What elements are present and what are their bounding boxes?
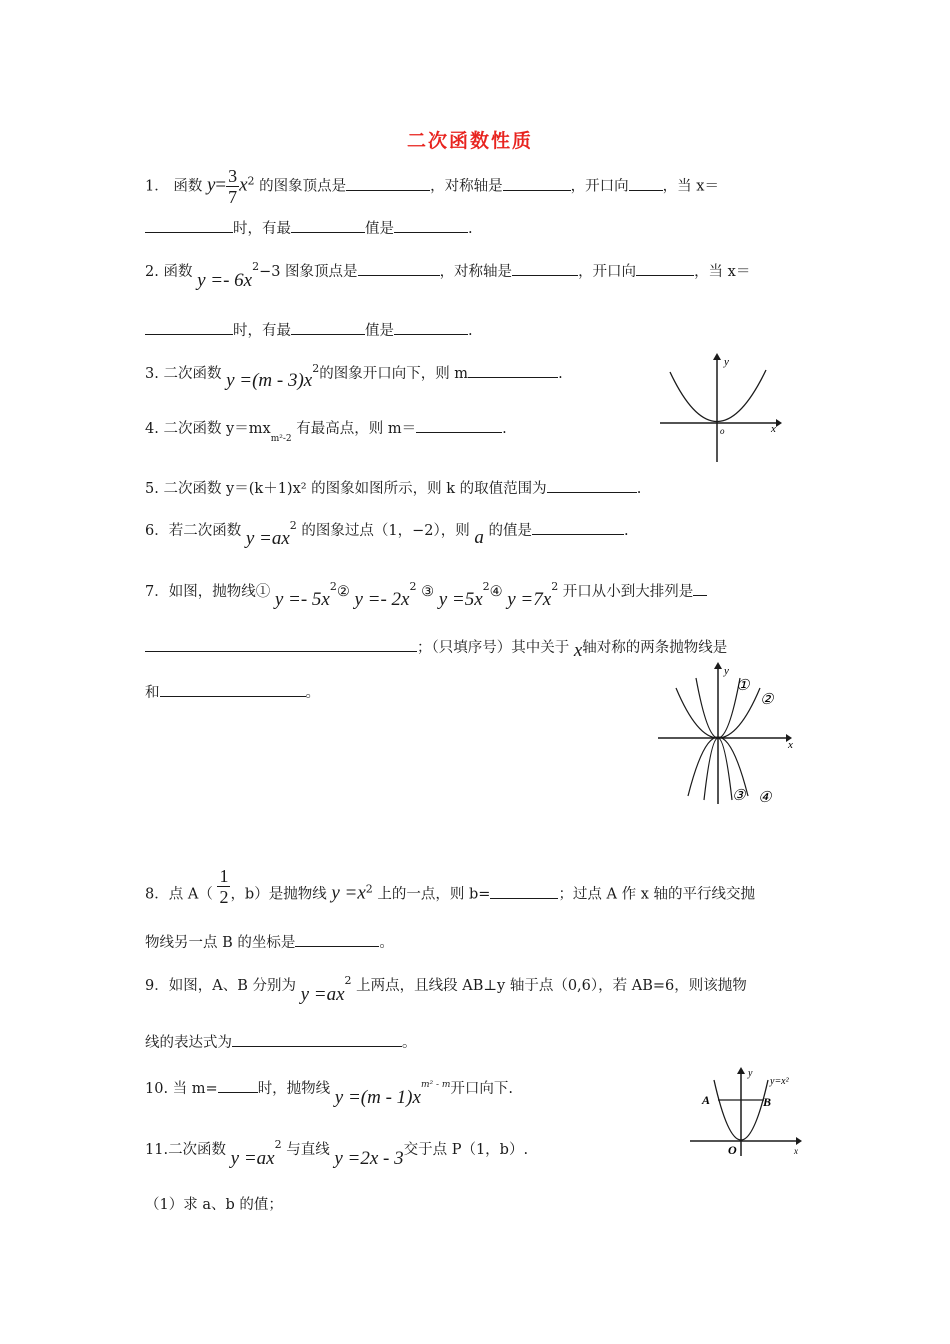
fig2-x-label: x [788,739,793,751]
q1-text-b: 的图象顶点是 [259,178,347,195]
q1-frac-num: 3 [228,166,238,186]
q3-formula: y =(m - 3)x [226,369,313,391]
question-7-line-3 [145,684,320,702]
q11-number: 11. [145,1141,169,1158]
q2-text-e: ，当 x＝ [694,263,751,280]
q1-blank-value[interactable] [394,220,468,233]
q6-number: 6． [145,522,169,539]
q2-text-f: 时，有最 [233,323,291,339]
q10-formula: y =(m - 1)x [334,1086,421,1108]
q2-exp: 2 [252,260,260,273]
fig3-point-b: B [763,1095,772,1109]
fig1-y-arrow [713,353,721,360]
q2-text-g: 值是 [365,323,394,339]
q7-blank-symmetric[interactable] [160,684,306,697]
figure-parabola-upward [658,352,783,464]
fig1-x-label: x [771,423,776,435]
q11-text-a: 二次函数 [168,1141,227,1158]
q8-blank-b-coord[interactable] [295,934,379,947]
q9-formula: y =ax [300,983,345,1005]
q2-text-d: ，开口向 [578,263,637,280]
q2-blank-vertex[interactable] [358,263,440,276]
q1-formula-eq: = [215,174,227,196]
q4-exp: m²-2 [270,434,292,444]
fig1-y-label: y [724,356,729,368]
q1-frac-den: 7 [228,187,238,207]
q9-text-a: 如图，A、B 分别为 [168,977,296,994]
question-11 [145,1136,529,1169]
question-5 [145,480,641,498]
q2-tail: −3 图象顶点是 [259,263,358,280]
q11-exp: 2 [274,1138,282,1151]
fig3-origin: O [728,1143,737,1157]
q9-text-d: 。 [402,1035,417,1051]
fig3-point-a: A [702,1093,711,1107]
fig1-parabola [670,370,766,422]
fig2-y-arrow [714,662,722,669]
question-8-line-1 [145,866,756,915]
q3-text-c: . [558,365,563,382]
fig3-curve-label: y=x² [770,1076,789,1087]
q1-text-c: ，对称轴是 [430,178,503,195]
question-7-line-1 [145,578,707,610]
q2-blank-axis[interactable] [512,263,578,276]
q7-formula-4: y =7x [507,588,552,610]
q6-blank[interactable] [532,522,624,535]
fig3-y-arrow [737,1067,745,1074]
q8-text-e: 物线另一点 B 的坐标是 [145,935,296,951]
question-1-line-2 [145,220,473,238]
fig2-label-3: ③ [732,788,746,804]
fig2-label-2: ② [760,692,774,708]
question-7-line-2 [145,638,728,661]
q6-formula: y =ax [245,527,290,549]
q7-text-a: 如图，抛物线① [168,583,271,600]
q1-blank-direction[interactable] [629,178,663,191]
q5-number: 5. [145,481,159,497]
q10-exp: m² - m [420,1080,451,1090]
q8-number: 8． [145,886,169,903]
q2-text-h: . [468,323,473,339]
q2-blank-extreme[interactable] [291,322,365,335]
q1-fraction [226,166,239,207]
q5-blank[interactable] [547,480,637,493]
q4-text-b: 有最高点，则 m＝ [296,421,417,437]
question-4 [145,420,507,444]
q7-blank-order-start[interactable] [693,583,707,596]
q1-formula-x: x [239,174,248,196]
q2-text-a: 函数 [163,263,193,280]
q7-text-d: 轴对称的两条抛物线是 [582,640,728,656]
question-3 [145,360,563,391]
q8-frac-den: 2 [219,887,229,907]
q10-text-b: 时，抛物线 [257,1080,331,1097]
q4-number: 4. [145,421,159,437]
q1-text-d: ，开口向 [570,178,629,195]
q7-var-x: x [573,640,583,661]
q8-text-a: 点 A（ [168,886,213,903]
question-6 [145,517,629,549]
question-8-line-2 [145,934,394,952]
q10-blank[interactable] [218,1080,258,1093]
q9-exp: 2 [344,974,352,987]
fig3-y-label: y [748,1068,753,1079]
q7-circle-2: ② [336,583,350,600]
q7-blank-order[interactable] [145,639,417,652]
q1-blank-extreme[interactable] [291,220,365,233]
question-9-line-1 [145,972,747,1005]
q8-text-c: 上的一点，则 b= [377,886,491,903]
q9-text-c: 线的表达式为 [145,1035,232,1051]
q2-text-c: ，对称轴是 [439,263,513,280]
fig1-x-arrow [776,419,782,427]
q1-blank-axis[interactable] [503,178,571,191]
q10-text-a: 当 m= [172,1080,218,1097]
figure-parabola-ab [688,1066,803,1158]
q7-formula-2: y =- 2x [354,588,410,610]
q1-exp: 2 [247,174,255,188]
q8-text-d: ；过点 A 作 x 轴的平行线交抛 [558,886,756,903]
q6-text-b: 的图象过点（1，−2），则 [301,522,470,539]
q1-text-e: ，当 x＝ [662,178,719,195]
q7-circle-3: ③ [421,583,435,600]
q3-number: 3. [145,365,159,382]
q3-exp: 2 [312,362,320,375]
q8-text-f: 。 [379,935,394,951]
q1-formula-y: y [206,174,216,196]
q8-formula: y =x [331,882,366,904]
q7-formula-3: y =5x [438,588,483,610]
q7-number: 7． [145,583,169,600]
fig1-origin-label: o [720,426,725,436]
q1-text-f: 时，有最 [233,221,291,237]
q1-text-h: . [468,221,473,237]
question-2-line-2 [145,322,473,340]
q1-number: 1． [145,178,169,195]
figure-four-parabolas [656,660,801,810]
fig2-label-1: ① [736,678,750,694]
q4-blank[interactable] [416,420,502,433]
question-11-part-1: （1）求 a、b 的值； [145,1197,283,1213]
q2-number: 2. [145,263,159,280]
q6-exp: 2 [289,519,297,532]
q6-text-c: 的值是 [488,522,532,539]
q8-text-b: ，b）是抛物线 [230,886,327,903]
q4-text-a: 二次函数 y＝mx [163,421,271,437]
q7-circle-4: ④ [489,583,503,600]
q8-fraction [217,866,230,907]
q5-text-a: 二次函数 y＝(k＋1)x² 的图象如图所示，则 k 的取值范围为 [163,481,547,497]
q7-exp-4: 2 [551,580,559,593]
q11-formula-2: y =2x - 3 [334,1147,404,1169]
q2-formula: y =- 6x [197,269,253,291]
q1-blank-vertex[interactable] [346,178,430,191]
question-1-line-1 [145,166,719,207]
q3-text-b: 的图象开口向下，则 m [319,365,469,382]
q4-text-c: . [502,421,507,437]
q3-blank[interactable] [468,365,558,378]
q9-text-b: 上两点，且线段 AB⊥y 轴于点（0,6），若 AB=6，则该抛物 [356,977,747,994]
q11-formula-1: y =ax [230,1147,275,1169]
fig3-x-arrow [796,1137,802,1145]
question-10 [145,1076,513,1108]
q7-formula-1: y =- 5x [274,588,330,610]
q7-text-f: 。 [305,685,320,701]
q1-text-a: 函数 [173,178,203,195]
q7-text-e: 和 [145,685,160,701]
fig3-x-label: x [794,1146,798,1156]
page-title: 二次函数性质 [407,130,534,152]
q7-exp-3: 2 [482,580,490,593]
q7-text-b: 开口从小到大排列是 [562,583,694,600]
q1-blank-x[interactable] [145,220,233,233]
q10-text-c: 开口向下. [450,1080,513,1097]
q9-blank[interactable] [232,1034,402,1047]
q9-number: 9． [145,977,169,994]
q7-exp-1: 2 [329,580,337,593]
q11-text-b: 与直线 [286,1141,330,1158]
q10-number: 10. [145,1080,169,1097]
q2-blank-x[interactable] [145,322,233,335]
q6-text-d: . [623,522,629,539]
q2-blank-direction[interactable] [636,263,694,276]
question-2-line-1 [145,258,751,291]
q3-text-a: 二次函数 [163,365,222,382]
q8-blank-b[interactable] [490,886,558,899]
fig2-y-label: y [724,665,729,677]
fig2-label-4: ④ [758,790,772,806]
q2-blank-value[interactable] [394,322,468,335]
q7-exp-2: 2 [409,580,417,593]
q8-frac-num: 1 [219,866,229,886]
q11-text-c: 交于点 P（1，b）. [403,1141,529,1158]
q5-text-c: . [636,481,642,497]
q6-text-a: 若二次函数 [168,522,242,539]
q7-text-c: ；（只填序号）其中关于 [417,640,570,656]
q1-text-g: 值是 [365,221,394,237]
question-9-line-2 [145,1034,417,1052]
q6-var-a: a [474,526,484,548]
q8-exp: 2 [365,882,373,896]
